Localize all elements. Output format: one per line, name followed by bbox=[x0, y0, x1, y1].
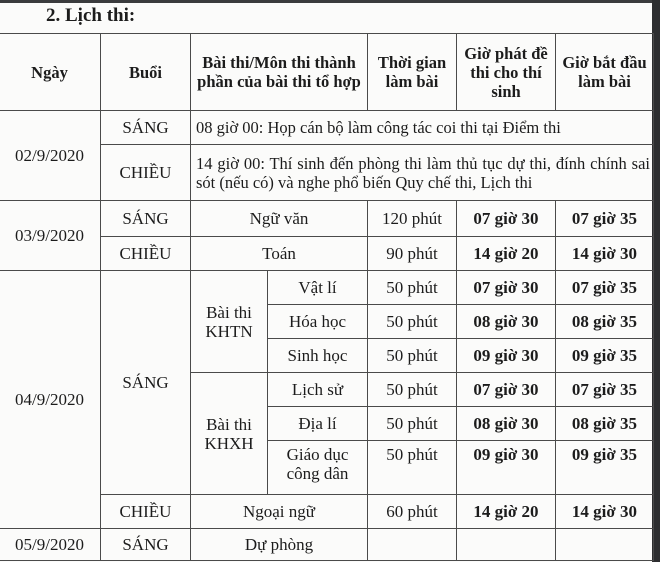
section-title: 2. Lịch thi: bbox=[46, 5, 136, 26]
duration-cell: 50 phút bbox=[368, 407, 457, 441]
table-row bbox=[0, 529, 654, 561]
note-cell: 08 giờ 00: Họp cán bộ làm công tác coi thi tại Điểm thi bbox=[191, 111, 654, 145]
start-time-cell: 08 giờ 35 bbox=[556, 305, 654, 339]
subject-cell: Hóa học bbox=[268, 305, 368, 339]
distribute-time-cell: 07 giờ 30 bbox=[457, 271, 556, 305]
date-cell: 02/9/2020 bbox=[0, 111, 101, 201]
table-row bbox=[0, 271, 654, 305]
start-time-cell: 09 giờ 35 bbox=[556, 441, 654, 495]
date-cell: 03/9/2020 bbox=[0, 201, 101, 271]
header-start-time: Giờ bắt đầu làm bài bbox=[556, 34, 654, 111]
table-row bbox=[0, 111, 654, 145]
group-cell: Bài thi KHXH bbox=[191, 373, 268, 495]
subject-cell: Vật lí bbox=[268, 271, 368, 305]
subject-cell: Giáo dục công dân bbox=[268, 441, 368, 495]
session-cell: CHIỀU bbox=[101, 495, 191, 529]
start-time-cell: 08 giờ 35 bbox=[556, 407, 654, 441]
start-time-cell: 07 giờ 35 bbox=[556, 201, 654, 237]
distribute-time-cell: 08 giờ 30 bbox=[457, 407, 556, 441]
duration-cell: 50 phút bbox=[368, 305, 457, 339]
session-cell: CHIỀU bbox=[101, 237, 191, 271]
start-time-cell: 14 giờ 30 bbox=[556, 495, 654, 529]
duration-cell: 90 phút bbox=[368, 237, 457, 271]
session-cell: SÁNG bbox=[101, 111, 191, 145]
start-time-cell bbox=[556, 529, 654, 561]
start-time-cell: 07 giờ 35 bbox=[556, 373, 654, 407]
session-cell: SÁNG bbox=[101, 271, 191, 495]
top-dark-band bbox=[0, 0, 660, 3]
distribute-time-cell: 08 giờ 30 bbox=[457, 305, 556, 339]
group-cell: Bài thi KHTN bbox=[191, 271, 268, 373]
duration-cell: 50 phút bbox=[368, 339, 457, 373]
duration-cell: 50 phút bbox=[368, 373, 457, 407]
subject-cell: Dự phòng bbox=[191, 529, 368, 561]
subject-cell: Toán bbox=[191, 237, 368, 271]
exam-schedule-table bbox=[0, 33, 654, 561]
duration-cell: 50 phút bbox=[368, 441, 457, 495]
header-row bbox=[0, 34, 654, 111]
duration-cell: 60 phút bbox=[368, 495, 457, 529]
session-cell: SÁNG bbox=[101, 529, 191, 561]
header-date: Ngày bbox=[0, 34, 101, 111]
date-cell: 04/9/2020 bbox=[0, 271, 101, 529]
duration-cell: 50 phút bbox=[368, 271, 457, 305]
header-duration: Thời gian làm bài bbox=[368, 34, 457, 111]
table-row bbox=[0, 201, 654, 237]
duration-cell: 120 phút bbox=[368, 201, 457, 237]
session-cell: SÁNG bbox=[101, 201, 191, 237]
start-time-cell: 07 giờ 35 bbox=[556, 271, 654, 305]
start-time-cell: 14 giờ 30 bbox=[556, 237, 654, 271]
start-time-cell: 09 giờ 35 bbox=[556, 339, 654, 373]
distribute-time-cell: 07 giờ 30 bbox=[457, 373, 556, 407]
header-session: Buổi bbox=[101, 34, 191, 111]
header-subject: Bài thi/Môn thi thành phần của bài thi tổ hợp bbox=[191, 34, 368, 111]
note-cell: 14 giờ 00: Thí sinh đến phòng thi làm thủ tục dự thi, đính chính sai sót (nếu có) và nghe phổ biến Quy chế thi, Lịch thi bbox=[191, 145, 654, 201]
distribute-time-cell bbox=[457, 529, 556, 561]
subject-cell: Lịch sử bbox=[268, 373, 368, 407]
header-distribute-time: Giờ phát đề thi cho thí sinh bbox=[457, 34, 556, 111]
distribute-time-cell: 14 giờ 20 bbox=[457, 495, 556, 529]
duration-cell bbox=[368, 529, 457, 561]
distribute-time-cell: 09 giờ 30 bbox=[457, 339, 556, 373]
distribute-time-cell: 09 giờ 30 bbox=[457, 441, 556, 495]
distribute-time-cell: 07 giờ 30 bbox=[457, 201, 556, 237]
subject-cell: Ngữ văn bbox=[191, 201, 368, 237]
session-cell: CHIỀU bbox=[101, 145, 191, 201]
subject-cell: Sinh học bbox=[268, 339, 368, 373]
date-cell: 05/9/2020 bbox=[0, 529, 101, 561]
subject-cell: Ngoại ngữ bbox=[191, 495, 368, 529]
subject-cell: Địa lí bbox=[268, 407, 368, 441]
distribute-time-cell: 14 giờ 20 bbox=[457, 237, 556, 271]
